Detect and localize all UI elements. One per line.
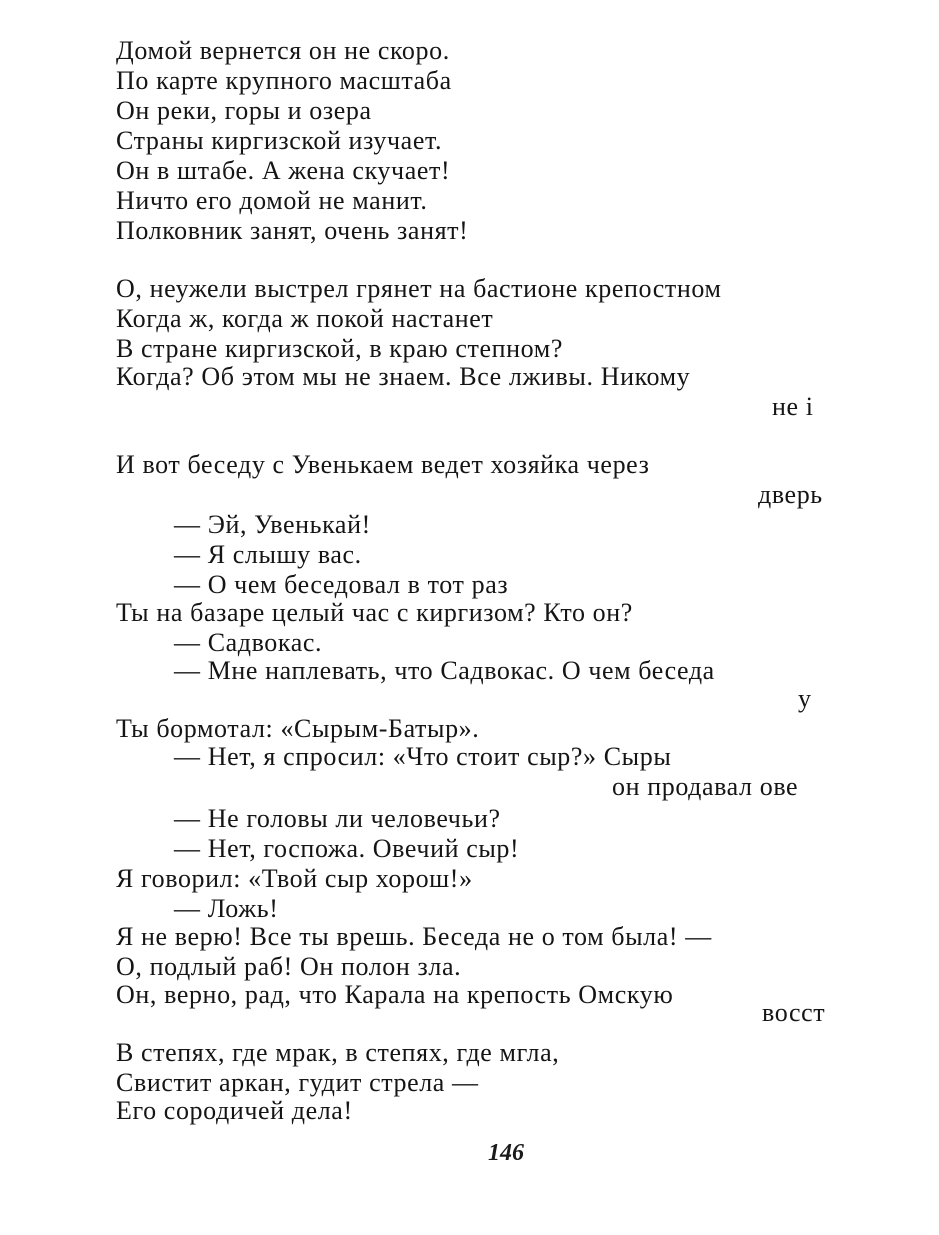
poem-line: Ничто его домой не манит.: [116, 186, 428, 215]
poem-line: Он реки, горы и озера: [116, 96, 372, 125]
poem-line: Полковник занят, очень занят!: [116, 216, 469, 245]
poem-line: В степях, где мрак, в степях, где мгла,: [116, 1038, 560, 1067]
poem-line-continuation: восст: [762, 998, 826, 1027]
poem-line: Я не верю! Все ты врешь. Беседа не о том была! —: [116, 922, 712, 951]
dialogue-line: — Нет, я спросил: «Что стоит сыр?» Сыры: [174, 742, 672, 771]
dialogue-line: — Нет, госпожа. Овечий сыр!: [174, 834, 520, 863]
poem-line: Свистит аркан, гудит стрела —: [116, 1068, 479, 1097]
poem-line: Я говорил: «Твой сыр хорош!»: [116, 864, 473, 893]
poem-line: Когда? Об этом мы не знаем. Все лживы. Никому: [116, 362, 691, 391]
dialogue-line: — Я слышу вас.: [174, 540, 362, 569]
dialogue-line: — О чем беседовал в тот раз: [174, 570, 509, 599]
poem-line: О, неужели выстрел грянет на бастионе крепостном: [116, 274, 722, 303]
poem-line-continuation: не і: [772, 392, 814, 421]
poem-line-continuation: дверь: [758, 480, 823, 509]
poem-line-continuation: он продавал ове: [612, 772, 799, 801]
page-number: 146: [488, 1140, 524, 1166]
poem-line: Домой вернется он не скоро.: [116, 36, 450, 65]
poem-line: Он, верно, рад, что Карала на крепость Омскую: [116, 980, 674, 1009]
poem-line: В стране киргизской, в краю степном?: [116, 334, 563, 363]
dialogue-line: — Не головы ли человечьи?: [174, 804, 501, 833]
poem-line: Он в штабе. А жена скучает!: [116, 156, 451, 185]
poem-line: О, подлый раб! Он полон зла.: [116, 952, 462, 981]
dialogue-line: — Мне наплевать, что Садвокас. О чем беседа: [174, 656, 715, 685]
poem-line: И вот беседу с Увенькаем ведет хозяйка через: [116, 450, 650, 479]
poem-line: Ты бормотал: «Сырым-Батыр».: [116, 714, 480, 743]
dialogue-line: — Садвокас.: [174, 628, 323, 657]
poem-line: По карте крупного масштаба: [116, 66, 452, 95]
dialogue-line: — Эй, Увенькай!: [174, 510, 371, 539]
dialogue-line: — Ложь!: [174, 894, 279, 923]
poem-line-continuation: у: [798, 684, 812, 713]
poem-line: Его сородичей дела!: [116, 1096, 353, 1125]
poem-line: Ты на базаре целый час с киргизом? Кто он?: [116, 598, 633, 627]
poem-line: Когда ж, когда ж покой настанет: [116, 304, 494, 333]
poem-line: Страны киргизской изучает.: [116, 126, 443, 155]
